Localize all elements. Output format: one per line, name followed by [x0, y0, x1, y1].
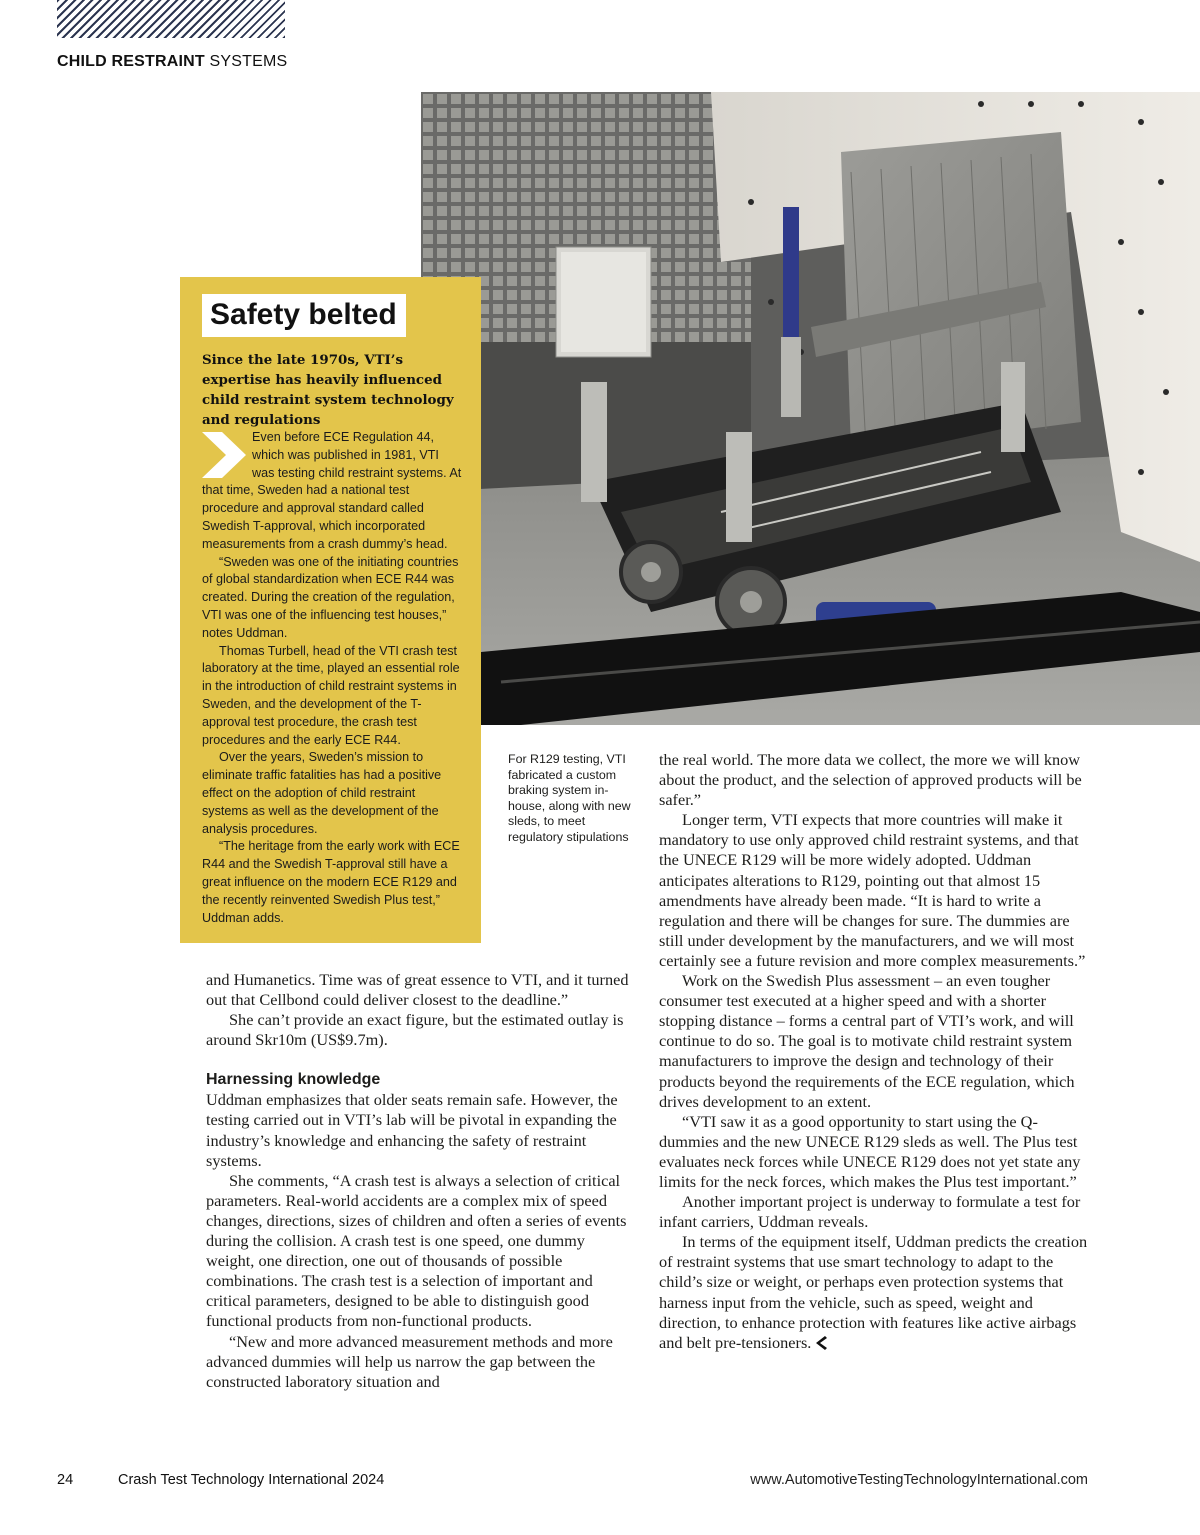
article-paragraph: Work on the Swedish Plus assessment – an even tougher consumer test executed at a higher speed and with a shorter stopping distance – forms a central part of VTI’s work, and will continue to do so. The goal is to motivate child restraint system manufacturers to improve the design and technology of their products beyond the requirements of the ECE regulation, which drives development to an extent.	[659, 971, 1075, 1111]
crash-sled-photo	[421, 92, 1200, 725]
section-heading-light: SYSTEMS	[209, 53, 288, 70]
sidebar-paragraph: “Sweden was one of the initiating countries of global standardization when ECE R44 was created. During the creation of the regulation, VTI was one of the influencing test houses,” notes Uddman.	[202, 554, 459, 640]
article-column-left	[206, 970, 634, 1392]
article-paragraph: and Humanetics. Time was of great essence to VTI, and it turned out that Cellbond could deliver closest to the deadline.”	[206, 970, 629, 1010]
article-column-right	[659, 750, 1091, 1353]
section-heading	[57, 53, 287, 71]
page-number: 24	[57, 1472, 74, 1488]
header-hatch-pattern	[57, 0, 285, 38]
sidebar-paragraph: Even before ECE Regulation 44, which was published in 1981, VTI was testing child restraint systems. At that time, Sweden had a national test procedure and approval standard called Swedish T-approval, which incorporated measurements from a crash dummy’s head.	[202, 430, 462, 551]
article-paragraph: She can’t provide an exact figure, but the estimated outlay is around Skr10m (US$9.7m).	[206, 1010, 624, 1050]
chevron-right-icon	[202, 432, 248, 478]
article-paragraph: “VTI saw it as a good opportunity to start using the Q-dummies and the new UNECE R129 sleds as well. The Plus test evaluates neck forces while UNECE R129 does not yet state any limits for the neck forces, which makes the Plus test important.”	[659, 1111, 1081, 1191]
article-paragraph-final	[659, 1232, 1091, 1353]
sidebar-paragraph: Over the years, Sweden’s mission to eliminate traffic fatalities has had a positive effect on the adoption of child restraint systems as well as the development of the analysis procedures.	[202, 750, 442, 836]
article-subhead: Harnessing knowledge	[206, 1071, 381, 1089]
sidebar-title: Safety belted	[202, 294, 406, 337]
article-paragraph: She comments, “A crash test is always a selection of critical parameters. Real-world accidents are a complex mix of speed changes, directions, sizes of children and often a series of events during the collision. A crash test is one speed, one dummy weight, one direction, one out of thousands of possible combinations. The crash test is a selection of important and critical parameters, designed to be able to distinguish good functional products from non-functional products.	[206, 1170, 627, 1331]
sidebar-body	[202, 429, 464, 927]
article-paragraph: Uddman emphasizes that older seats remain safe. However, the testing carried out in VTI’s lab will be pivotal in expanding the industry’s knowledge and enhancing the safety of restraint systems.	[206, 1090, 618, 1170]
sidebar-standfirst: Since the late 1970s, VTI’s expertise has heavily influenced child restraint system technology and regulations	[202, 352, 454, 428]
sidebar-paragraph: Thomas Turbell, head of the VTI crash test laboratory at the time, played an essential role in the introduction of child restraint systems in Sweden, and the development of the T-approval test procedure, the crash test procedures and the early ECE R44.	[202, 643, 460, 747]
website-url: www.AutomotiveTestingTechnologyInternational.com	[750, 1472, 1088, 1488]
article-paragraph: Another important project is underway to formulate a test for infant carriers, Uddman reveals.	[659, 1192, 1081, 1232]
article-paragraph-final-text: In terms of the equipment itself, Uddman predicts the creation of restraint systems that use smart technology to adapt to the child’s size or weight, or perhaps even protection systems that harness input from the vehicle, such as speed, weight and direction, to enhance protection with features like active airbags and belt pre-tensioners.	[659, 1232, 1088, 1352]
article-paragraph: the real world. The more data we collect, the more we will know about the product, and the selection of approved products will be safer.”	[659, 750, 1082, 810]
sidebar-box-safety-belted	[180, 277, 481, 943]
photo-caption: For R129 testing, VTI fabricated a custom braking system in-house, along with new sleds, to meet regulatory stipulations	[508, 752, 631, 844]
magazine-title: Crash Test Technology International 2024	[118, 1472, 385, 1488]
sidebar-paragraph: “The heritage from the early work with ECE R44 and the Swedish T-approval still have a great influence on the modern ECE R129 and the recently reinvented Swedish Plus test,” Uddman adds.	[202, 839, 460, 925]
section-heading-bold: CHILD RESTRAINT	[57, 53, 205, 70]
end-mark-icon	[815, 1336, 827, 1350]
article-paragraph: Longer term, VTI expects that more countries will make it mandatory to use only approved child restraint systems, and that the UNECE R129 will be more widely adopted. Uddman anticipates alterations to R129, pointing out that almost 15 amendments have already been made. “It is hard to write a regulation and there will be changes for sure. The dummies are still under development by the manufacturers, and we will most certainly see a future revision and more complex measurements.”	[659, 810, 1086, 970]
article-paragraph: “New and more advanced measurement methods and more advanced dummies will help us narrow the gap between the constructed laboratory situation and	[206, 1331, 613, 1391]
